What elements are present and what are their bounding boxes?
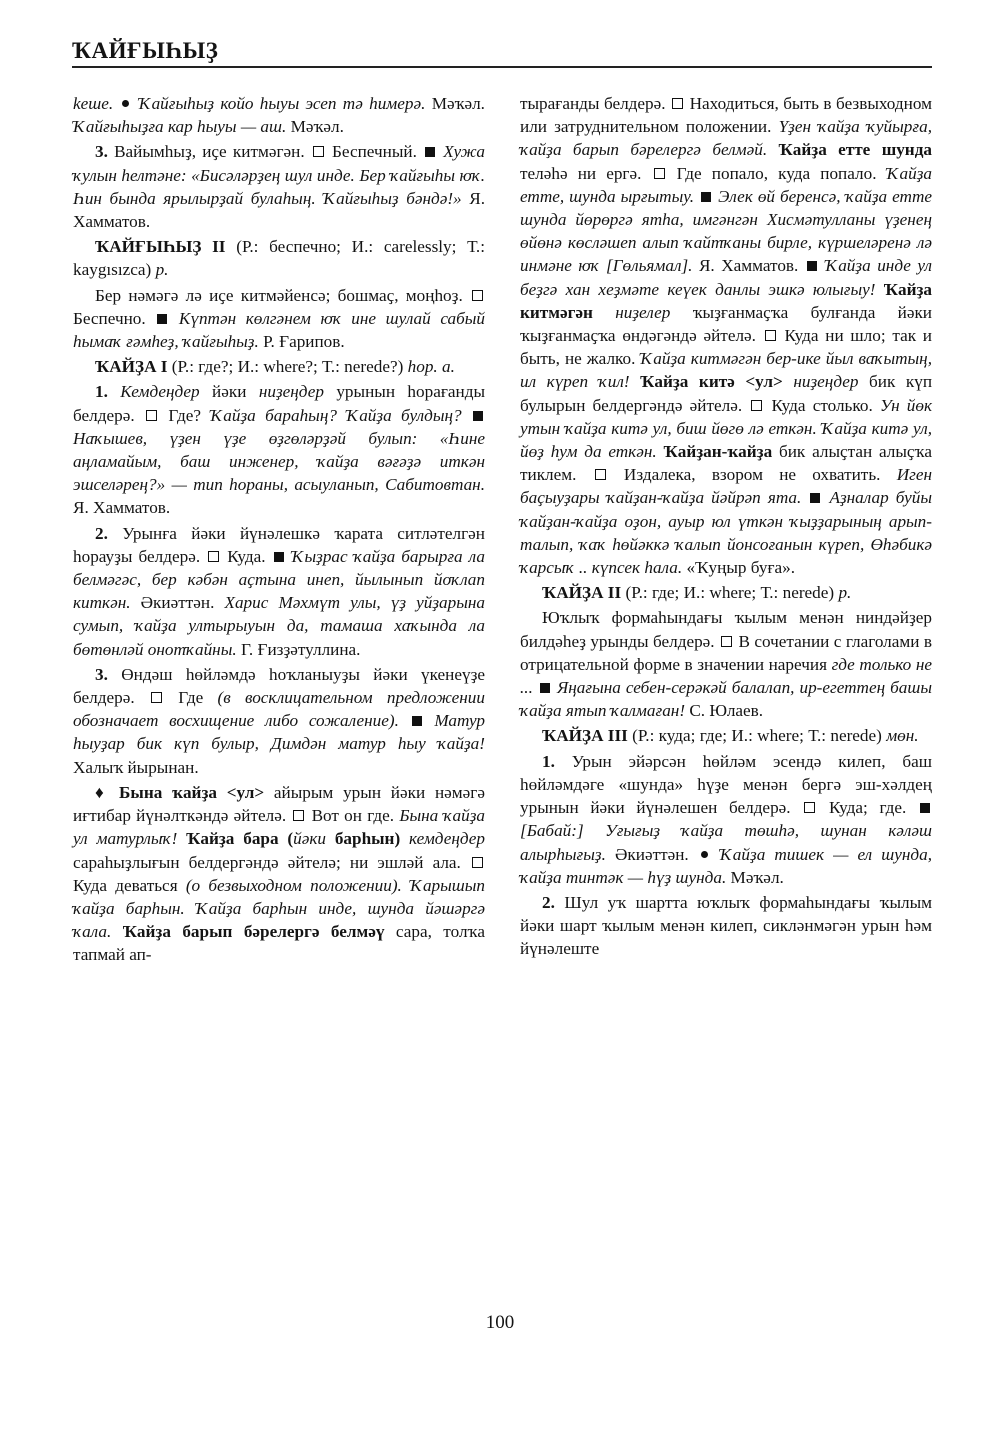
definition-text: С. Юлаев. [685, 701, 764, 721]
entry-paragraph [73, 355, 485, 378]
example-text: Яңағына себен-серәкәй балалап, ир-егеттең башы ҡайҙа ятып ҡалмаған! [520, 678, 932, 721]
example-text: где только не ... [520, 654, 932, 698]
example-text: Ҡайҙа бараһың? Ҡайҙа булдың? [210, 405, 462, 425]
headword-text: барһын) [326, 829, 401, 849]
open-square-icon [672, 98, 683, 109]
definition-text: Вот он где. [306, 806, 400, 826]
open-square-icon [721, 636, 732, 647]
bullet-icon [122, 100, 129, 107]
definition-text: Юҡлыҡ формаһындағы ҡылым менән ниндәйҙер билдәһеҙ урынды белдерә. [520, 608, 932, 651]
example-text: Бына ҡайҙа ул матурлыҡ! [73, 806, 485, 849]
headword-text: 2. [95, 523, 108, 543]
open-square-icon [208, 551, 219, 562]
open-square-icon [804, 802, 815, 813]
headword-text: 1. [95, 382, 108, 402]
definition-text: (Р.: где; И.: where; Т.: nerede) [621, 583, 839, 603]
definition-text: Мәҡәл. [425, 94, 485, 113]
headword-text: 2. [542, 892, 555, 912]
definition-text [111, 922, 122, 941]
open-square-icon [472, 290, 483, 301]
headword-text: Ҡайҙа китмәгән [520, 279, 933, 322]
definition-text: Бер нәмәгә лә иҫе китмәйенсә; бошмаҫ, моңһоҙ. [95, 285, 470, 305]
definition-text [533, 678, 538, 697]
example-text: Харис Мәхмүт улы, үҙ уйҙарына сумып, ҡайҙа ултырыуын да, тамаша хаҡында ла бөтөнләй онотҡайны. [73, 593, 485, 659]
example-text: Ҡайғыһыҙ койо һыуы эсеп тә һимерә. [132, 94, 426, 113]
headword-text: 1. [542, 751, 555, 771]
definition-text: сараһыҙлығын белдергәндә әйтелә; ни эшләй ала. [73, 852, 470, 872]
headword-text: ҠАЙҘА II [542, 583, 622, 603]
definition-text: Беспечно. [73, 308, 156, 328]
definition-text: Урын эйәрсән һөйләм эсендә килеп, баш һөйләмдәге «шунда» һүҙе менән бергә эш-хәлдең урынын йәки йүнәлешен белдерә. [520, 751, 932, 818]
definition-text: «Ҡуңыр буға». [682, 558, 796, 578]
headword-text: 3. [95, 664, 108, 684]
definition-text: Шул уҡ шартта юҡлыҡ формаһындағы ҡылым йәки шарт ҡылым менән килеп, сикләнмәгән урын һәм йүнәлеште [520, 892, 932, 959]
example-text: Ун йөк утын ҡайҙа китә ул, биш йөгө лә еткән. Ҡайҙа китә ул, йөҙ һум да еткән. [520, 395, 932, 462]
headword-text: Ҡайҙа барып бәрелергә белмәү [122, 922, 385, 942]
definition-text: Издалека, взором не охватить. [607, 465, 897, 485]
example-text: Аҙналар буйы ҡайҙан-ҡайҙа оҙон, ауыр юл үткән ҡыҙҙарының арып-талып, ҡаҡ һөйәккә ҡалып йонсоғанын күреп, Өһәбикә ҡарсыҡ .. күпсек һала. [520, 488, 933, 578]
definition-text: Где попало, куда попало. [666, 163, 887, 183]
entry-paragraph [73, 235, 485, 281]
headword-text: 3. [95, 142, 108, 162]
entry-paragraph [73, 781, 485, 967]
definition-text: Куда ни шло; так и быть, не жалко. [520, 326, 932, 369]
headword-text: ҠАЙҒЫҺЫҘ II [95, 237, 226, 257]
filled-square-icon [701, 192, 711, 202]
entry-paragraph [520, 750, 932, 889]
example-text: Ҡайҙа етте, шунда ырғытыу. [520, 163, 932, 206]
example-text: Ҡайҙа инде ул беҙгә хан хеҙмәте кеүек данлы эшкә юлығыу! [520, 256, 932, 299]
open-square-icon [293, 810, 304, 821]
page-header [72, 38, 932, 64]
definition-text [875, 280, 883, 299]
filled-square-icon [274, 552, 284, 562]
definition-text: Мәҡәл. [286, 117, 344, 137]
filled-square-icon [473, 411, 483, 421]
definition-text: В сочетании с глаголами в отрицательной форме в значении наречия [520, 631, 933, 674]
definition-text [177, 829, 186, 848]
definition-text: йәки [199, 382, 259, 402]
open-square-icon [472, 857, 483, 868]
filled-square-icon [412, 716, 422, 726]
headword-text: Бына ҡайҙа <ул> [119, 782, 265, 802]
entry-paragraph [520, 606, 932, 722]
definition-text: Халыҡ йырынан. [73, 757, 199, 777]
filled-square-icon [810, 493, 820, 503]
bullet-icon [701, 851, 708, 858]
definition-text: Куда. [221, 546, 272, 566]
definition-text: бик күп булырын белдергәндә әйтелә. [520, 372, 933, 415]
definition-text: Әкиәттән. [605, 844, 698, 864]
definition-text [630, 372, 641, 391]
example-text: мөн. [886, 726, 919, 746]
entry-paragraph [73, 663, 485, 779]
example-text: Наҡышев, үҙен үҙе өҙгөләрҙәй булып: «Һине аңламайым, баш инженер, ҡайҙа вәғәҙә иткән эшселәрең?» — тип һораны, асыуланып, Сабитовтан. [73, 428, 485, 495]
definition-text: Беспечный. [325, 142, 424, 162]
definition-text: сара, толҡа тапмай ап- [73, 922, 486, 965]
definition-text: тырағанды белдерә. [520, 94, 671, 113]
definition-text: Я. Хамматов. [73, 188, 486, 232]
definition-text: айырым урын йәки нәмәгә иғтибар йүнәлткәндә әйтелә. [73, 782, 485, 826]
definition-text: Где [163, 688, 218, 708]
definition-text [399, 711, 410, 730]
open-square-icon [151, 692, 162, 703]
definition-text: урынын һорағанды белдерә. [73, 382, 486, 425]
entry-paragraph [73, 522, 485, 661]
example-text: р. [838, 583, 852, 603]
example-text: Иген баҫыуҙары ҡайҙан-ҡайҙа йәйрәп ята. [520, 465, 932, 508]
entry-paragraph [520, 92, 932, 579]
example-text: һор. а. [407, 357, 455, 377]
example-text: Ҡыҙрас ҡайҙа барырға ла белмәгәс, бер кәбән аҫтына инеп, йылынып йоҡлап киткән. [73, 546, 485, 613]
headword-text: ҠАЙҘА I [95, 357, 168, 377]
definition-text [694, 187, 699, 206]
headword-text: Ҡайҙа китә <ул> [640, 372, 783, 392]
example-text: Элек өй беренсә, ҡайҙа етте шунда йөрөргә ятһа, имгәнгән Хисмәтулланы үҙенең өйөнә көсләшеп алып ҡайтҡаны бирле, күршеләренә лә инмәне юҡ [Гөльямал]. [520, 186, 933, 276]
open-square-icon [765, 330, 776, 341]
right-column [520, 92, 932, 963]
entry-paragraph [73, 380, 485, 519]
definition-text: бик алыҫтан алыҫҡа тиклем. [520, 442, 932, 485]
open-square-icon [595, 469, 606, 480]
entry-paragraph [73, 284, 485, 354]
example-text: Ҡайҙа китмәгән бер-ике йыл ваҡытың, ил күреп ҡил! [520, 349, 932, 392]
definition-text: Находиться, быть в безвыходном или затруднительном положении. [520, 94, 932, 137]
headword-text: Ҡайҙан-ҡайҙа [663, 442, 773, 462]
example-text: кемдеңдер [400, 829, 485, 849]
example-text: ниҙелер [592, 302, 671, 322]
definition-text [801, 488, 808, 507]
definition-text [767, 140, 778, 159]
definition-text: (Р.: беспечно; И.: carelessly; Т.: kaygısızca) [73, 237, 485, 280]
definition-text: Куда столько. [764, 395, 880, 415]
open-square-icon [313, 146, 324, 157]
definition-text: Я. Хамматов. [692, 256, 805, 276]
definition-text [462, 406, 471, 425]
definition-text: теләһә ни ергә. [520, 163, 652, 183]
definition-text: Куда; где. [817, 798, 918, 818]
definition-text: ҡыҙғанмаҫҡа булғанда йәки ҡыҙғанмаҫҡа өндәгәндә әйтелә. [520, 302, 933, 346]
definition-text: Где? [159, 405, 211, 425]
entry-paragraph [73, 92, 485, 138]
running-head: ҠАЙҒЫҺЫҘ [72, 38, 219, 63]
headword-text: Ҡайҙа етте шунда [778, 140, 932, 160]
left-column [73, 92, 485, 969]
filled-square-icon [807, 261, 817, 271]
example-text: Күптән көлгәнем юҡ ине шулай сабый һымаҡ ғәмһеҙ, ҡайғыһыҙ. [73, 308, 485, 352]
header-rule [72, 66, 932, 68]
open-square-icon [146, 410, 157, 421]
example-text: keше. [73, 94, 120, 113]
definition-text: Өндәш һөйләмдә һоҡланыуҙы йәки үкенеүҙе белдерә. [73, 664, 485, 708]
definition-text: Вайымһыҙ, иҫе китмәгән. [107, 142, 311, 162]
example-text: [Бабай:] Уғығыҙ ҡайҙа төшһә, шунан кәләш алырһығыҙ. [520, 821, 932, 864]
definition-text: Я. Хамматов. [73, 498, 171, 518]
open-square-icon [751, 400, 762, 411]
example-text: Ҡайғыһыҙға кар һыуы — аш. [73, 117, 287, 137]
filled-square-icon [920, 803, 930, 813]
entry-paragraph [520, 581, 932, 604]
filled-square-icon [540, 683, 550, 693]
example-text: (в восклицательном предложении обозначает восхищение либо сожаление). [73, 688, 485, 731]
definition-text: Куда деваться [73, 875, 186, 895]
example-text: Хужа ҡулын һелтәне: «Бисәләрҙең шул инде. Бер ҡайғыһы юҡ. Һин бында ярылырҙай булаһың. Ҡайғыһыҙ бәндә!» [73, 142, 486, 208]
example-text: йәки [293, 829, 326, 849]
definition-text: Мәҡәл. [726, 867, 784, 887]
definition-text: Г. Ғизҙәтуллина. [236, 639, 361, 659]
headword-text: ҠАЙҘА III [542, 726, 628, 746]
example-text: Кемдеңдер [107, 382, 200, 402]
example-text: Үҙен ҡайҙа ҡуйырға, ҡайҙа барып бәрелергә белмәй. [520, 117, 932, 160]
headword-text: ♦ [95, 782, 120, 802]
definition-text: Урынға йәки йүнәлешкә ҡарата ситләтелгән һорауҙы белдерә. [73, 523, 485, 566]
example-text: Матур һыуҙар бик күп булыр, Димдән матур һыу ҡайҙа! [73, 711, 486, 754]
example-text: р. [155, 260, 169, 280]
open-square-icon [654, 168, 665, 179]
filled-square-icon [157, 314, 167, 324]
definition-text: Әкиәттән. [130, 593, 225, 613]
entry-paragraph [73, 140, 485, 233]
entry-paragraph [520, 724, 932, 747]
page-number: 100 [485, 1312, 515, 1333]
example-text: Ҡайҙа тишек — ел шунда, ҡайҙа тинтәк — һүҙ шунда. [520, 844, 932, 887]
example-text: ниҙеңдер [258, 382, 324, 402]
example-text: ниҙеңдер [782, 372, 859, 392]
example-text: (о безвыходном положении). Ҡарышып ҡайҙа барһын. Ҡайҙа барһын инде, шунда йәшәргә ҡала. [73, 875, 485, 942]
headword-text: Ҡайҙа бара ( [186, 829, 294, 849]
filled-square-icon [425, 147, 435, 157]
definition-text: Р. Ғарипов. [258, 332, 345, 352]
definition-text: (Р.: где?; И.: where?; Т.: nerede?) [167, 357, 408, 377]
entry-paragraph [520, 891, 932, 961]
definition-text: (Р.: куда; где; И.: where; Т.: nerede) [627, 726, 887, 746]
